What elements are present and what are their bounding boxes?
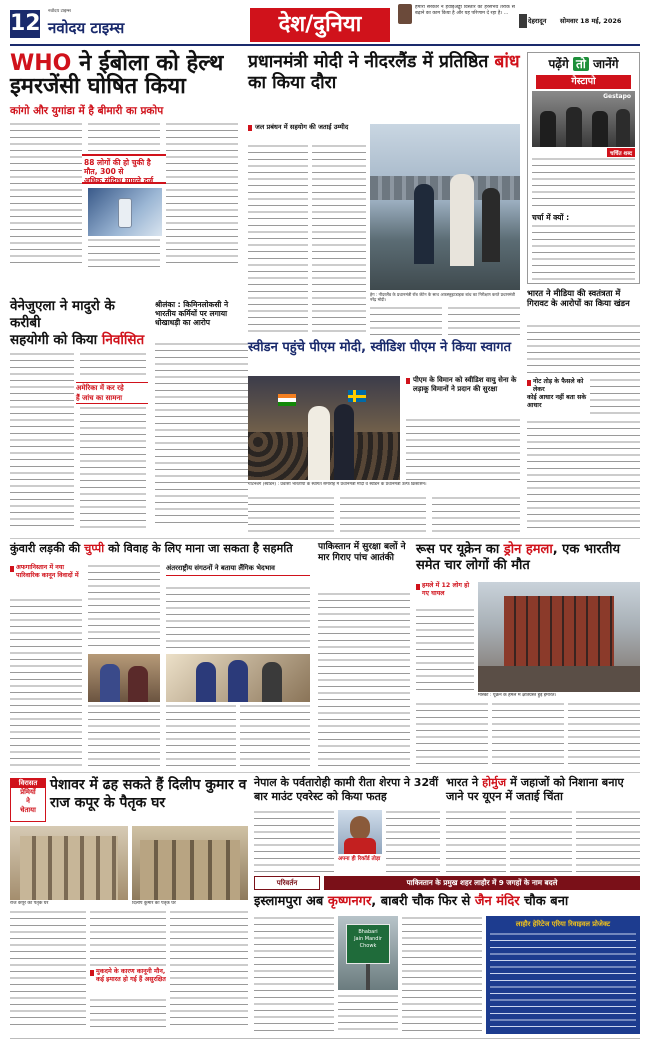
everest-story <box>254 776 440 872</box>
uniform-figure-3 <box>592 111 608 147</box>
everest-body-col2 <box>386 810 440 872</box>
lahore-body-col1b <box>338 994 398 1034</box>
page-bottom-rule <box>10 1038 640 1039</box>
modi-body-col3 <box>370 306 442 338</box>
section-title: देश/दुनिया <box>250 8 390 42</box>
hormuz-headline-2: में जहाजों को निशाना बनाए जाने पर यूएन में जताई चिंता <box>446 776 624 803</box>
venezuela-headline-highlight: निर्वासित <box>101 332 145 348</box>
hormuz-story <box>446 776 640 872</box>
dilip-kumar-caption: दिलीप कुमार का पैतृक घर <box>132 901 176 906</box>
kunwari-headline-1: कुंवारी लड़की की <box>10 542 85 555</box>
person-1 <box>414 184 434 264</box>
who-subhead: कांगो और युगांडा में है बीमारी का प्रकोप <box>10 105 164 117</box>
venezuela-story <box>10 298 148 530</box>
pakistan-body <box>318 592 410 766</box>
drone-headline-2: , एक भारतीय समेत चार लोगों की मौत <box>416 542 621 573</box>
kunwari-story <box>10 542 310 768</box>
kunwari-headline-2: को विवाह के लिए माना जा सकता है सहमति <box>104 542 293 555</box>
raj-kapoor-house-photo <box>10 826 128 900</box>
modi-body-col2 <box>312 144 366 334</box>
padhenge-title-2: तो <box>573 57 589 71</box>
india-media-body-2 <box>590 378 640 418</box>
modi-headline-part-2: प्रतिष्ठित <box>439 52 495 72</box>
hormuz-headline-1: भारत ने <box>446 776 483 789</box>
house-facade-1 <box>20 836 118 900</box>
flag-india <box>278 394 296 406</box>
kunwari-photo-2 <box>166 654 310 702</box>
virasat-label-3: ने <box>26 797 30 805</box>
lahore-headline-highlight: कृष्णनगर <box>327 894 372 909</box>
promo-photo <box>398 4 412 24</box>
climber-jacket <box>344 838 376 854</box>
drone-body-col2 <box>416 702 488 766</box>
peshawar-sub: मुकदमे के कारण कानूनी मौन, कई इमारत हो गई हैं असुरक्षित <box>96 968 166 983</box>
india-media-headline: भारत ने मीडिया की स्वतंत्रता में गिरावट के आरोपों का किया खंडन <box>527 288 630 308</box>
venezuela-headline <box>10 298 148 349</box>
modi-body-col1 <box>248 144 308 334</box>
srilanka-story <box>155 300 248 530</box>
padhenge-word: गेस्टापो <box>536 75 631 89</box>
burqa-figure-2 <box>228 660 248 702</box>
modi-headline <box>248 52 520 94</box>
sweden-photo <box>248 376 400 480</box>
lahore-banner: पाकिस्तान के प्रमुख शहर लाहौर में 9 जगहों के नाम बदले <box>324 876 640 890</box>
masthead-rule <box>10 44 640 46</box>
woman-figure-2 <box>128 666 148 702</box>
paper-name: नवोदय टाइम्स <box>48 19 125 37</box>
kunwari-body-col4b <box>240 704 310 766</box>
drone-headline <box>416 542 640 574</box>
woman-figure-1 <box>100 664 120 702</box>
peshawar-body-col3 <box>170 910 248 1030</box>
who-body-col1 <box>10 122 82 268</box>
srilanka-body <box>155 342 248 528</box>
who-body-col2b <box>88 238 160 268</box>
hormuz-headline <box>446 776 640 804</box>
virasat-label-2: प्रेमियों <box>20 788 36 796</box>
kunwari-headline <box>10 542 310 556</box>
side-note-marker <box>527 380 531 386</box>
lahore-sign-photo <box>338 916 398 990</box>
kunwari-sub: अफगानिस्तान में नया पारिवारिक कानून विवादों में <box>16 564 79 579</box>
sweden-photo-caption: गोटेनबर्ग (स्वीडन) : प्रवासी भारतीयों के स्वागत समारोह में प्रधानमंत्री मोदी व स्वीडन के प्रधानमंत्री उल्फ क्रिस्टर्सन। <box>248 482 427 487</box>
lahore-body-col2 <box>402 916 482 1034</box>
sweden-story <box>248 340 520 536</box>
hormuz-body-col3 <box>576 810 640 872</box>
sign-board <box>346 924 390 964</box>
padhenge-tag: चर्चित शब्द <box>607 148 635 158</box>
charcha-body <box>532 224 635 282</box>
kunwari-body-col2b <box>88 704 160 766</box>
promo-text: हमारी सरकार ने हवाईअड्डा विस्तार को हरसंभव तरीके से बढ़ाने का काम किया है और यह परिणाम दे रहा है। ... <box>415 5 515 16</box>
gestapo-label: Gestapo <box>603 93 631 100</box>
virasat-label-box <box>10 778 46 822</box>
lahore-headline-highlight-2: जैन मंदिर <box>474 894 520 909</box>
edition-city: देहरादून <box>528 17 547 25</box>
venezuela-headline-1: वेनेजुएला ने मादुरो के करीबी <box>10 298 115 331</box>
hormuz-body-col1 <box>446 810 506 872</box>
india-media-body-1 <box>527 324 640 376</box>
vial-icon <box>118 198 132 228</box>
divider-mid <box>10 538 640 539</box>
peshawar-headline: पेशावर में ढह सकते हैं दिलीप कुमार व राज कपूर के पैतृक घर <box>50 777 247 811</box>
person-3 <box>482 188 500 262</box>
divider-lower <box>10 772 640 773</box>
sweden-sub-marker <box>406 378 410 384</box>
climber-face <box>350 816 370 840</box>
lahore-story <box>254 876 640 1036</box>
uniform-figure-1 <box>540 111 556 147</box>
burqa-figure-1 <box>196 662 216 702</box>
sweden-sub-box <box>406 376 520 414</box>
drone-body-col1 <box>416 608 474 692</box>
srilanka-headline: श्रीलंका : किमिनलोकसी ने भारतीय कर्मियों पर लगाया धोखाधड़ी का आरोप <box>155 300 229 327</box>
padhenge-box <box>527 52 640 284</box>
page-number: 12 <box>10 11 41 36</box>
who-fact-line-2: अधिक संदिग्ध मामले दर्ज <box>84 176 154 185</box>
kunwari-sub-marker <box>10 566 14 572</box>
who-body-col2 <box>88 122 160 154</box>
lahore-headline-1: इस्लामपुरा अब <box>254 894 328 909</box>
sweden-sub: पीएम के विमान को स्वीडिश वायु सेना के लड़ाकू विमानों ने प्रदान की सुरक्षा <box>413 376 517 393</box>
sweden-headline: स्वीडन पहुंचे पीएम मोदी, स्वीडिश पीएम ने किया स्वागत <box>248 340 512 355</box>
gestapo-body <box>532 157 635 211</box>
padhenge-title-1: पढ़ेंगे <box>548 57 569 71</box>
venezuela-body-col2a <box>80 352 146 380</box>
modi-headline-part-3: का किया दौरा <box>248 73 337 93</box>
kunwari-body-col2a <box>88 564 160 650</box>
venezuela-inset <box>76 382 148 404</box>
drone-photo-caption: मॉस्को : यूक्रेन के हमले में क्षतिग्रस्त हुई इमारत। <box>478 693 557 698</box>
lahore-tag: परिवर्तन <box>254 876 320 890</box>
modi-netherlands-story <box>248 52 520 338</box>
who-headline-acronym: WHO <box>10 51 72 76</box>
hormuz-headline-highlight: होर्मुज <box>482 776 507 789</box>
drone-headline-highlight: ड्रोन हमला <box>503 542 553 557</box>
peshawar-body-col2a <box>90 910 166 966</box>
sign-pole <box>366 964 370 990</box>
india-media-body-3 <box>527 420 640 530</box>
peshawar-body-col2b <box>90 998 166 1030</box>
who-story <box>10 52 240 270</box>
sweden-body-col3 <box>406 418 520 482</box>
kunwari-inset: अंतरराष्ट्रीय संगठनों ने बताया लैंगिक भेदभाव <box>166 564 310 576</box>
damaged-building <box>504 596 614 666</box>
burqa-figure-3 <box>262 662 282 702</box>
pakistan-story <box>318 542 410 768</box>
who-photo <box>88 188 162 236</box>
drone-body-col3 <box>492 702 564 766</box>
lahore-headline-3: चौक बना <box>519 894 569 909</box>
modi-headline-part-1: प्रधानमंत्री मोदी ने नीदरलैंड में <box>248 52 433 72</box>
everest-headline: नेपाल के पर्वतारोही कामी रीता शेरपा ने 32वीं बार माउंट एवरेस्ट को किया फतह <box>254 776 439 803</box>
flag-sweden <box>348 390 366 402</box>
modi-body-col4 <box>448 306 520 338</box>
venezuela-inset-2: हैं जांच का सामना <box>76 394 123 402</box>
venezuela-body-col1 <box>10 352 74 528</box>
kunwari-body-col3a <box>166 586 310 650</box>
lahore-sidebar-title: लाहौर हेरिटेज एरिया रिवाइवल प्रोजेक्ट <box>515 920 611 928</box>
modi-headline-highlight: बांध <box>494 52 520 72</box>
debris <box>478 666 640 692</box>
modi-photo-caption: हेग : नीदरलैंड के प्रधानमंत्री रॉब जेटेन के साथ अफस्लुइटडाइक बांध का निरीक्षण करते प्रधानमंत्री नरेंद्र मोदी। <box>370 292 515 303</box>
person-modi <box>308 406 330 480</box>
drone-sub-box <box>416 582 472 606</box>
promo-photo-right <box>519 14 527 28</box>
lahore-sidebar-body <box>490 932 636 1030</box>
modi-kicker: जल प्रबंधन में सहयोग की जताई उम्मीद <box>255 123 349 131</box>
masthead <box>0 0 650 46</box>
who-fact-line-1: 88 लोगों की हो चुकी है मौत, 300 से <box>84 158 151 176</box>
virasat-label-4: चेताया <box>20 806 36 814</box>
drone-sub-marker <box>416 584 420 590</box>
india-media-side-note-2: कोई आधार नहीं बता सके आधार <box>527 394 587 409</box>
everest-photo <box>338 810 382 854</box>
edition-date: सोमवार 18 मई, 2026 <box>560 17 622 25</box>
sign-line-1: Bhabari <box>358 929 378 935</box>
raj-kapoor-caption: राज कपूर का पैतृक घर <box>10 901 49 906</box>
everest-body-col1 <box>254 810 334 872</box>
virasat-label-1: विरासत <box>11 779 45 788</box>
drone-sub: हमले में 12 लोग हो गए घायल <box>422 582 470 597</box>
uniform-figure-2 <box>566 107 582 147</box>
modi-photo <box>370 124 520 290</box>
india-media-side-box <box>527 378 587 414</box>
uniform-figure-4 <box>616 109 630 147</box>
padhenge-title-3: जानेंगे <box>593 57 619 71</box>
hormuz-body-col2 <box>510 810 572 872</box>
drone-headline-1: रूस पर यूक्रेन का <box>416 542 504 557</box>
sweden-body-col1 <box>248 496 334 536</box>
india-media-story <box>527 288 640 532</box>
who-headline <box>10 52 240 98</box>
modi-kicker-marker <box>248 125 252 131</box>
drone-body-col4 <box>568 702 640 766</box>
person-2 <box>450 174 474 266</box>
lahore-headline-2: , बाबरी चौक फिर से <box>371 894 475 909</box>
sign-line-3: Chowk <box>359 943 377 949</box>
india-media-side-note-1: नोट तोड़ के फैसले को लेकर <box>533 378 584 393</box>
peshawar-body-col1 <box>10 910 86 1030</box>
paper-name-small: नवोदय टाइम्स <box>48 9 71 14</box>
pakistan-headline: पाकिस्तान में सुरक्षा बलों ने मार गिराए पांच आतंकी <box>318 542 406 563</box>
sweden-body-col4 <box>432 496 520 536</box>
who-headline-text: ने ईबोला को हेल्थ इमरजेंसी घोषित किया <box>10 51 224 100</box>
peshawar-story <box>10 776 248 1034</box>
lahore-headline <box>254 894 640 910</box>
drone-story <box>416 542 640 768</box>
venezuela-headline-2: सहयोगी को किया <box>10 332 102 348</box>
venezuela-body-col2b <box>80 406 146 528</box>
kunwari-body-col3b <box>166 704 236 766</box>
lahore-body-col1 <box>254 916 334 1034</box>
kunwari-photo-1 <box>88 654 160 702</box>
kunwari-body-col1 <box>10 598 82 766</box>
who-fact-box <box>82 154 166 184</box>
sweden-body-col2 <box>340 496 426 536</box>
gestapo-photo <box>532 91 635 147</box>
lahore-sidebar <box>486 916 640 1034</box>
dilip-kumar-house-photo <box>132 826 248 900</box>
house-facade-2 <box>140 840 240 900</box>
drone-photo <box>478 582 640 692</box>
person-swedish-pm <box>334 404 354 480</box>
everest-sub: अपना ही रिकॉर्ड तोड़ा <box>338 856 381 862</box>
sign-line-2: Jain Mandir <box>354 936 382 942</box>
kunwari-sub-box <box>10 564 84 594</box>
padhenge-title-bar <box>528 53 639 75</box>
venezuela-inset-1: अमेरिका में कर रहे <box>76 384 124 392</box>
charcha-heading: चर्चा में क्यों : <box>532 213 570 222</box>
peshawar-sub-box <box>90 968 166 996</box>
peshawar-sub-marker <box>90 970 94 976</box>
kunwari-headline-highlight: चुप्पी <box>84 542 105 555</box>
who-body-col3 <box>166 122 238 268</box>
